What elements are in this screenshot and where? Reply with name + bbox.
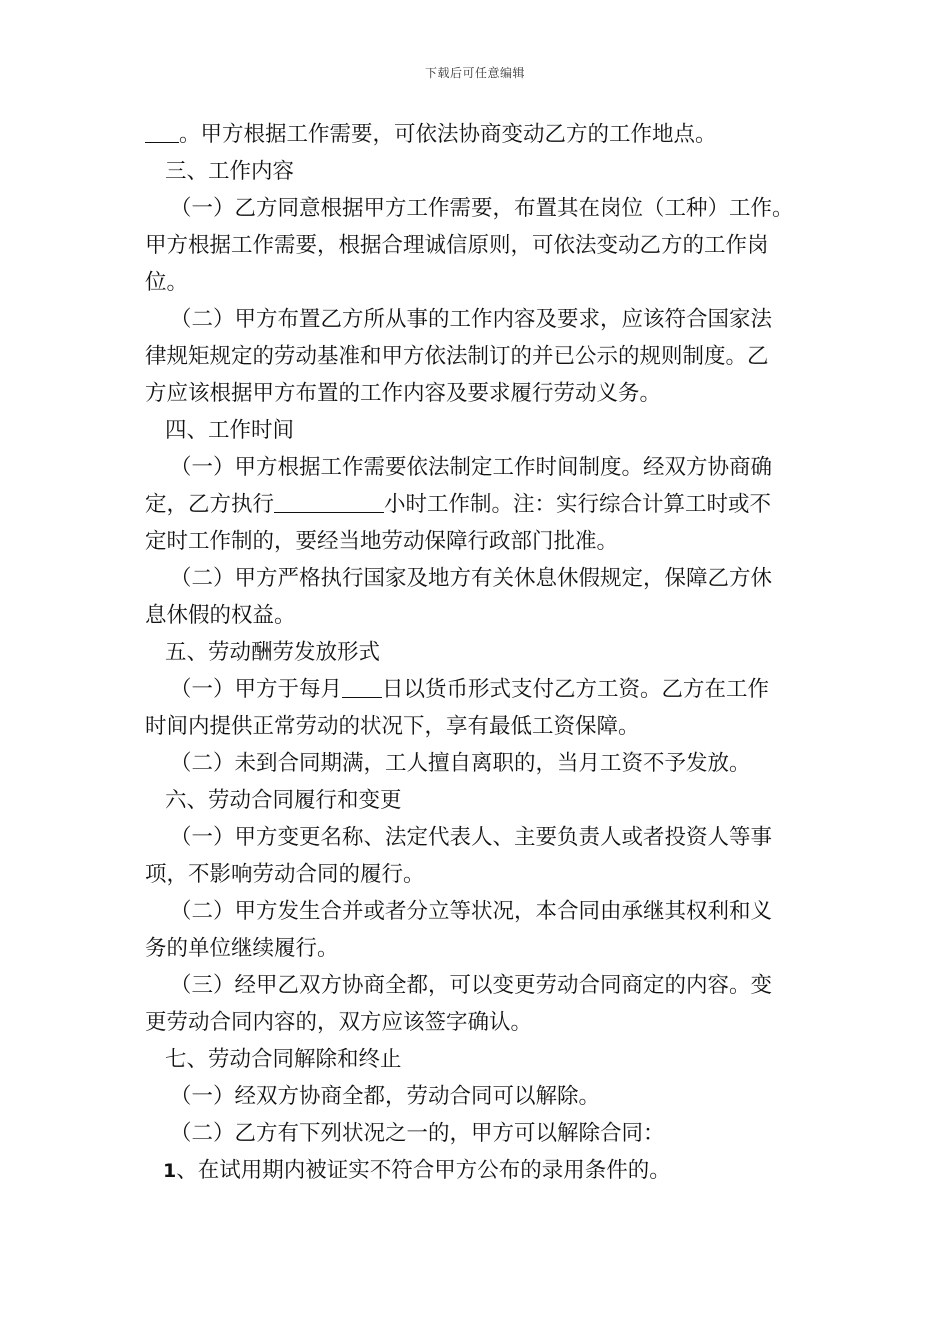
line-text: 。甲方根据工作需要，可依法协商变动乙方的工作地点。 <box>179 122 717 147</box>
paragraph-line: 方应该根据甲方布置的工作内容及要求履行劳动义务。 <box>145 381 662 406</box>
line-text: 定，乙方执行 <box>145 492 275 517</box>
list-item-number: 1 <box>163 1160 177 1182</box>
paragraph-line: （一）甲方变更名称、法定代表人、主要负责人或者投资人等事 <box>170 825 773 850</box>
paragraph-line: 定时工作制的，要经当地劳动保障行政部门批准。 <box>145 529 619 554</box>
section-heading: 四、工作时间 <box>165 418 295 443</box>
line-text: 小时工作制。注：实行综合计算工时或不 <box>384 492 772 517</box>
text-line <box>145 116 811 153</box>
paragraph-line: 甲方根据工作需要，根据合理诚信原则，可依法变动乙方的工作岗 <box>145 233 769 258</box>
paragraph-line: （二）未到合同期满，工人擅自离职的，当月工资不予发放。 <box>170 751 751 776</box>
paragraph-line: （二）甲方布置乙方所从事的工作内容及要求，应该符合国家法 <box>170 307 773 332</box>
paragraph-line: （三）经甲乙双方协商全都，可以变更劳动合同商定的内容。变 <box>170 973 773 998</box>
paragraph-line: （二）甲方严格执行国家及地方有关休息休假规定，保障乙方休 <box>170 566 773 591</box>
fill-blank <box>342 675 382 698</box>
fill-blank <box>274 490 384 513</box>
paragraph-line: 息休假的权益。 <box>145 603 296 628</box>
section-heading: 七、劳动合同解除和终止 <box>165 1047 402 1072</box>
paragraph-line: （一）乙方同意根据甲方工作需要，布置其在岗位（工种）工作。 <box>170 196 794 221</box>
line-text: （一）甲方于每月 <box>170 677 343 702</box>
section-heading: 三、工作内容 <box>165 159 295 184</box>
line-text: 日以货币形式支付乙方工资。乙方在工作 <box>382 677 770 702</box>
paragraph-line: （一）经双方协商全都，劳动合同可以解除。 <box>170 1084 601 1109</box>
paragraph-line: 位。 <box>145 270 189 295</box>
paragraph-line: （一）甲方根据工作需要依法制定工作时间制度。经双方协商确 <box>170 455 773 480</box>
paragraph-line <box>145 486 811 523</box>
paragraph-line: 更劳动合同内容的，双方应该签字确认。 <box>145 1010 533 1035</box>
paragraph-line <box>145 671 811 708</box>
list-item <box>145 1152 811 1189</box>
section-heading: 五、劳动酬劳发放形式 <box>165 640 381 665</box>
paragraph-line: 务的单位继续履行。 <box>145 936 339 961</box>
section-heading: 六、劳动合同履行和变更 <box>165 788 402 813</box>
paragraph-line: 时间内提供正常劳动的状况下，享有最低工资保障。 <box>145 714 640 739</box>
paragraph-line: 律规矩规定的劳动基准和甲方依法制订的并已公示的规则制度。乙 <box>145 344 769 369</box>
paragraph-line: （二）甲方发生合并或者分立等状况，本合同由承继其权利和义 <box>170 899 773 924</box>
list-item-text: 、在试用期内被证实不符合甲方公布的录用条件的。 <box>176 1158 671 1183</box>
page-header: 下载后可任意编辑 <box>424 66 525 80</box>
paragraph-line: （二）乙方有下列状况之一的，甲方可以解除合同： <box>170 1121 665 1146</box>
paragraph-line: 项，不影响劳动合同的履行。 <box>145 862 425 887</box>
document-body <box>145 116 811 1189</box>
fill-blank <box>145 120 179 143</box>
